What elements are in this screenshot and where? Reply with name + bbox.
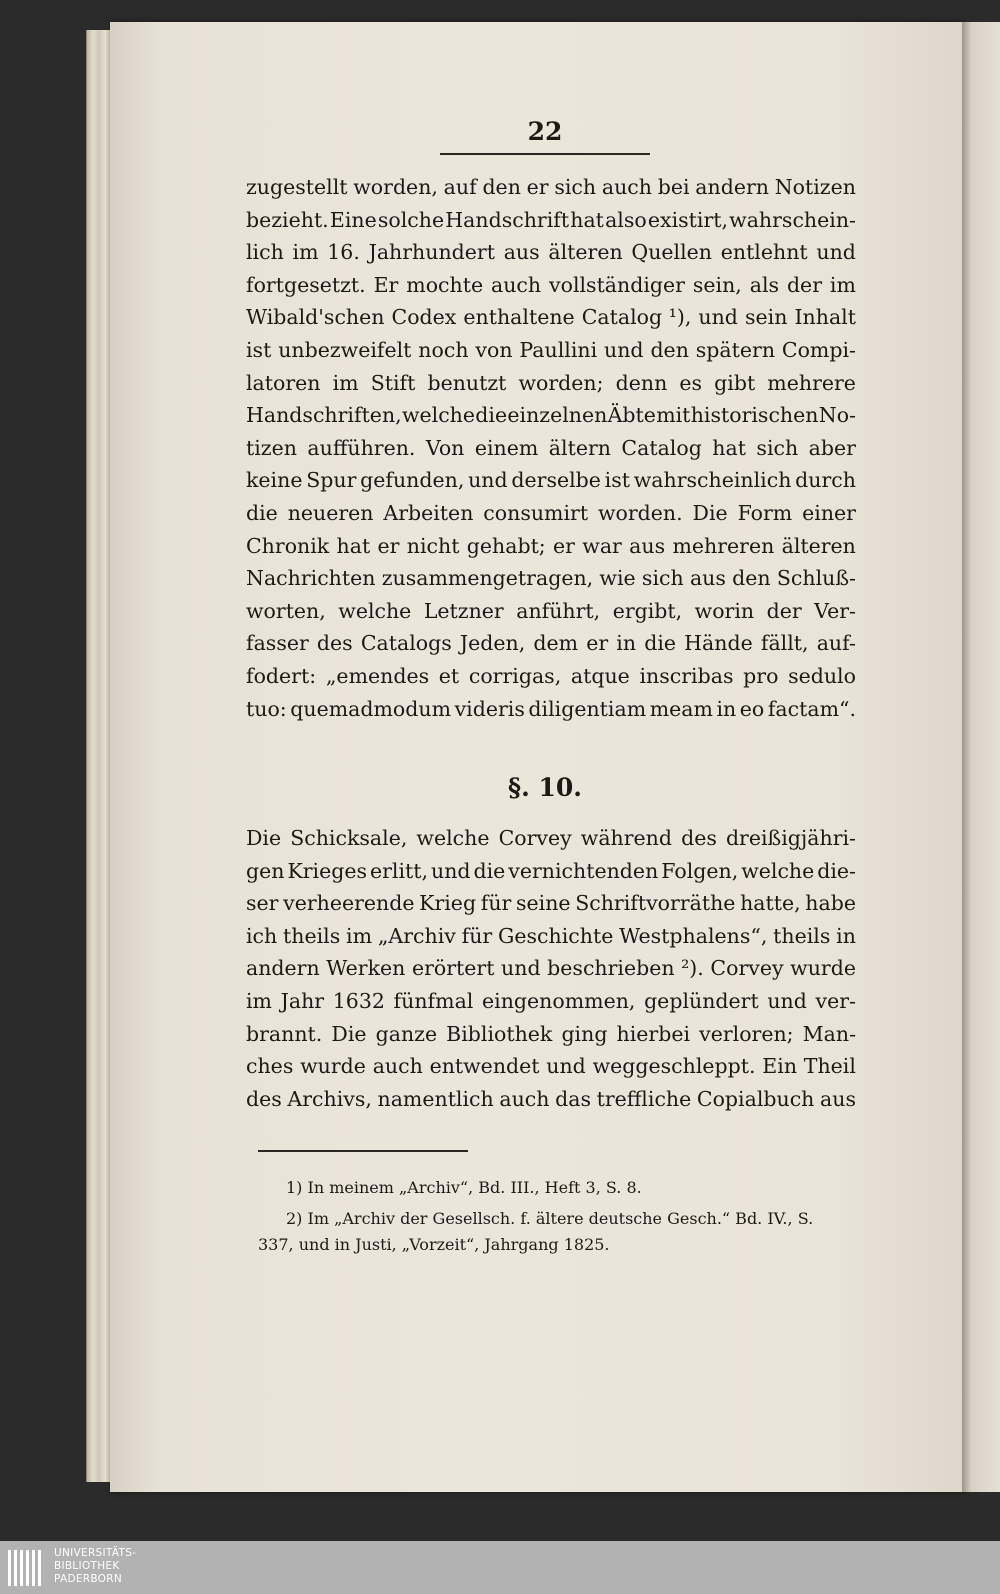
- word: dem: [533, 631, 579, 656]
- word: Catalog ¹),: [581, 305, 692, 330]
- text-line: [246, 1018, 856, 1050]
- word: ches: [246, 1054, 294, 1079]
- word: welche: [416, 826, 490, 850]
- word: im: [246, 989, 272, 1013]
- word: mit: [656, 403, 691, 428]
- word: Handschriften,: [246, 403, 402, 428]
- word: Folgen,: [661, 858, 739, 883]
- word: Krieges: [287, 858, 368, 883]
- text-line: [246, 952, 856, 984]
- word: Letzner: [423, 598, 504, 623]
- word: die: [246, 501, 278, 525]
- word: welche: [338, 598, 412, 623]
- word: existirt,: [647, 207, 728, 232]
- library-logo: [4, 1545, 184, 1591]
- word: Copialbuch: [696, 1086, 815, 1111]
- word: auch: [491, 272, 542, 297]
- word: Krieg: [419, 891, 477, 916]
- word: neueren: [287, 501, 374, 525]
- word: sein,: [692, 272, 742, 297]
- word: entlehnt: [720, 240, 808, 265]
- word: Handschrift: [445, 207, 570, 232]
- text-line: [246, 627, 856, 659]
- word: aufführen.: [307, 435, 416, 460]
- word: Inhalt: [794, 305, 856, 330]
- word: der: [766, 598, 802, 623]
- text-line: [246, 562, 856, 594]
- word: älteren: [548, 240, 623, 265]
- text-line: [246, 887, 856, 919]
- word: worten,: [246, 598, 326, 623]
- word: noch: [418, 338, 469, 362]
- word: fodert:: [246, 664, 317, 688]
- word: unbezweifelt: [278, 338, 412, 362]
- word: Corvey: [710, 956, 784, 981]
- word: die-: [817, 858, 856, 883]
- word: keine: [246, 468, 303, 493]
- text-line: [246, 530, 856, 562]
- word: Westphalens“,: [619, 923, 768, 948]
- word: mehrere: [767, 370, 856, 395]
- word: ging: [561, 1021, 608, 1046]
- word: andern: [246, 956, 320, 981]
- word: Er: [373, 272, 399, 297]
- word: auf-: [816, 631, 856, 656]
- word: Chronik: [246, 533, 330, 558]
- word: benutzt: [427, 370, 507, 395]
- word: hierbei: [616, 1021, 691, 1046]
- word: meam: [649, 696, 713, 721]
- word: worin: [694, 598, 755, 623]
- word: seine: [515, 891, 571, 916]
- word: welche: [401, 403, 476, 428]
- word: Ver-: [814, 598, 856, 623]
- word: und: [816, 240, 856, 265]
- word: Theil: [803, 1054, 856, 1079]
- word: von: [475, 338, 513, 362]
- word: den: [650, 338, 689, 362]
- word: enthaltene: [463, 305, 575, 330]
- word: Compi-: [781, 338, 856, 362]
- word: theils: [283, 923, 341, 948]
- word: Die: [331, 1021, 367, 1046]
- word: und: [767, 989, 807, 1013]
- word: auf: [443, 175, 477, 199]
- word: er: [586, 631, 609, 656]
- text-line: [246, 822, 856, 854]
- word: ergibt,: [612, 598, 683, 623]
- word: und: [698, 305, 738, 330]
- word: vernichtenden: [508, 858, 659, 883]
- text-line: [246, 236, 856, 268]
- word: denn: [615, 370, 668, 395]
- logo-line-3: PADERBORN: [54, 1573, 122, 1585]
- word: Codex: [391, 305, 457, 330]
- word: nicht: [406, 533, 460, 558]
- text-line: [246, 497, 856, 529]
- word: sich: [554, 175, 597, 199]
- header-rule: [440, 153, 650, 155]
- word: tuo:: [246, 696, 287, 721]
- word: ist: [604, 468, 630, 493]
- word: lich: [246, 240, 284, 265]
- word: und: [431, 858, 471, 883]
- word: videris: [454, 696, 525, 721]
- word: entwendet: [429, 1054, 540, 1079]
- word: Jahrhundert: [368, 240, 495, 265]
- word: Nachrichten: [246, 566, 376, 591]
- text-line: [246, 920, 856, 952]
- word: Stift: [370, 370, 416, 395]
- word: Paullini: [519, 338, 598, 362]
- word: für: [461, 923, 493, 948]
- logo-line-1: UNIVERSITÄTS-: [54, 1547, 137, 1559]
- text-line: [246, 269, 856, 301]
- word: wahrscheinlich: [633, 468, 792, 493]
- word: inscribas: [639, 664, 734, 688]
- word: er: [377, 533, 400, 558]
- text-line: [246, 204, 856, 236]
- word: erörtert: [411, 956, 495, 981]
- text-line: [246, 399, 856, 431]
- word: das: [555, 1086, 591, 1111]
- word: einem: [474, 435, 539, 460]
- word: den: [482, 175, 521, 199]
- word: habe: [805, 891, 856, 916]
- word: war: [582, 533, 622, 558]
- word: älteren: [781, 533, 856, 558]
- word: Äbte: [607, 403, 656, 428]
- word: ganze: [375, 1021, 438, 1046]
- word: mehreren: [672, 533, 775, 558]
- text-line: [246, 595, 856, 627]
- word: verheerende: [283, 891, 415, 916]
- word: Quellen: [631, 240, 712, 265]
- word: verloren;: [699, 1021, 794, 1046]
- word: Schluß-: [776, 566, 856, 591]
- word: gen: [246, 858, 285, 883]
- word: die: [644, 631, 677, 656]
- word: in: [716, 696, 737, 721]
- word: sein: [744, 305, 788, 330]
- text-line: [246, 334, 856, 366]
- text-line: [246, 985, 856, 1017]
- library-logo-icon: [8, 1548, 44, 1588]
- word: eo: [739, 696, 765, 721]
- word: Catalog: [621, 435, 702, 460]
- word: Die: [692, 501, 728, 525]
- text-line: [246, 660, 856, 692]
- word: im: [346, 923, 373, 948]
- word: die: [473, 858, 506, 883]
- word: No-: [818, 403, 856, 428]
- word: fünfmal: [393, 989, 474, 1013]
- word: diligentiam: [528, 696, 647, 721]
- word: Die: [246, 826, 282, 850]
- word: Jahr: [280, 989, 325, 1013]
- word: des: [246, 1086, 282, 1111]
- text-line: [246, 693, 856, 725]
- word: sich: [641, 566, 684, 591]
- word: also: [605, 207, 647, 232]
- word: Schriftvorräthe: [575, 891, 736, 916]
- word: mochte: [406, 272, 484, 297]
- word: und: [604, 338, 644, 362]
- word: einer: [802, 501, 856, 525]
- word: wurde: [790, 956, 856, 981]
- word: vollständiger: [549, 272, 685, 297]
- text-line: [246, 1050, 856, 1082]
- word: ich: [246, 923, 278, 948]
- word: fasser: [246, 631, 309, 656]
- word: Spur: [306, 468, 357, 493]
- word: einzelnen: [507, 403, 608, 428]
- word: hat: [336, 533, 371, 558]
- word: auch: [499, 1086, 550, 1111]
- word: wie: [599, 566, 636, 591]
- word: Notizen: [774, 175, 856, 199]
- word: anführt,: [516, 598, 601, 623]
- word: worden,: [353, 175, 438, 199]
- footnote-2-line-2: 337, und in Justi, „Vorzeit“, Jahrgang 1825.: [258, 1235, 610, 1254]
- word: „emendes: [325, 664, 430, 688]
- word: auch: [372, 1054, 423, 1079]
- word: tizen: [246, 435, 297, 460]
- word: aus: [503, 240, 540, 265]
- word: durch: [795, 468, 856, 493]
- word: Catalogs: [360, 631, 452, 656]
- word: Ein: [762, 1054, 798, 1079]
- word: atque: [570, 664, 630, 688]
- footnote-1: 1) In meinem „Archiv“, Bd. III., Heft 3, S. 8.: [286, 1178, 642, 1197]
- word: zusammengetragen,: [381, 566, 594, 591]
- word: erlitt,: [369, 858, 429, 883]
- word: als: [749, 272, 780, 297]
- word: Arbeiten: [383, 501, 474, 525]
- word: aus: [689, 566, 726, 591]
- word: latoren: [246, 370, 321, 395]
- logo-line-2: BIBLIOTHEK: [54, 1560, 120, 1572]
- word: Form: [737, 501, 793, 525]
- word: solche: [377, 207, 445, 232]
- text-line: [246, 855, 856, 887]
- word: er: [553, 533, 575, 558]
- word: gibt: [714, 370, 756, 395]
- word: es: [679, 370, 703, 395]
- word: bezieht.: [246, 207, 329, 232]
- word: factam“.: [767, 696, 856, 721]
- word: weggeschleppt.: [592, 1054, 756, 1079]
- word: Archivs,: [287, 1086, 372, 1111]
- text-line: [246, 171, 856, 203]
- word: welche: [741, 858, 815, 883]
- word: und: [546, 1054, 586, 1079]
- word: der: [786, 272, 822, 297]
- word: andern: [695, 175, 769, 199]
- word: Bibliothek: [446, 1021, 553, 1046]
- word: für: [480, 891, 512, 916]
- word: eingenommen,: [482, 989, 636, 1013]
- word: wurde: [300, 1054, 366, 1079]
- footnote-rule: [258, 1150, 468, 1152]
- word: aus: [629, 533, 666, 558]
- page-number: 22: [527, 117, 563, 146]
- word: Geschichte: [498, 923, 614, 948]
- word: im: [332, 370, 359, 395]
- word: die: [475, 403, 508, 428]
- word: den: [732, 566, 771, 591]
- word: wahrschein-: [729, 207, 856, 232]
- word: ser: [246, 891, 279, 916]
- word: derselbe: [511, 468, 601, 493]
- word: in: [836, 923, 856, 948]
- word: Wibald'schen: [246, 305, 385, 330]
- footnote-2-line-1: 2) Im „Archiv der Gesellsch. f. ältere deutsche Gesch.“ Bd. IV., S.: [286, 1209, 814, 1228]
- word: aber: [808, 435, 856, 460]
- text-line: [246, 432, 856, 464]
- word: hatte,: [740, 891, 801, 916]
- word: Werken: [326, 956, 406, 981]
- word: beschrieben ²).: [547, 956, 704, 981]
- word: 1632: [332, 989, 385, 1013]
- word: im: [829, 272, 856, 297]
- word: in: [616, 631, 637, 656]
- word: und: [501, 956, 541, 981]
- word: pro: [743, 664, 779, 688]
- word: ver-: [815, 989, 856, 1013]
- word: ältern: [548, 435, 611, 460]
- word: spätern: [695, 338, 776, 362]
- section-heading: §. 10.: [508, 773, 582, 802]
- word: sedulo: [788, 664, 856, 688]
- text-line: [246, 464, 856, 496]
- adjacent-page-edge: [962, 22, 1000, 1492]
- word: et: [438, 664, 460, 688]
- library-logo-text: [54, 1547, 136, 1586]
- word: consumirt: [483, 501, 589, 525]
- word: fortgesetzt.: [246, 272, 366, 297]
- word: gefunden,: [360, 468, 465, 493]
- word: Hände: [684, 631, 753, 656]
- word: zugestellt: [246, 175, 348, 199]
- word: namentlich: [377, 1086, 494, 1111]
- word: 16.: [327, 240, 360, 265]
- word: historischen: [690, 403, 819, 428]
- word: auch: [601, 175, 652, 199]
- word: fällt,: [760, 631, 809, 656]
- word: worden;: [518, 370, 604, 395]
- word: Eine: [329, 207, 377, 232]
- text-line: [246, 301, 856, 333]
- word: hat: [712, 435, 746, 460]
- word: Man-: [802, 1021, 856, 1046]
- word: „Archiv: [377, 923, 456, 948]
- word: corrigas,: [468, 664, 562, 688]
- word: Corvey: [498, 826, 572, 850]
- word: quemadmodum: [290, 696, 452, 721]
- text-line: [246, 367, 856, 399]
- word: gehabt;: [466, 533, 546, 558]
- word: bei: [657, 175, 690, 199]
- word: während: [580, 826, 672, 850]
- word: hat: [570, 207, 604, 232]
- word: aus: [820, 1086, 856, 1111]
- word: Jeden,: [459, 631, 526, 656]
- word: des: [681, 826, 717, 850]
- word: Schicksale,: [290, 826, 408, 850]
- word: und: [468, 468, 508, 493]
- word: ist: [246, 338, 272, 362]
- word: er: [526, 175, 549, 199]
- word: im: [292, 240, 319, 265]
- word: worden.: [597, 501, 683, 525]
- word: theils: [773, 923, 831, 948]
- word: brannt.: [246, 1021, 323, 1046]
- word: des: [316, 631, 353, 656]
- word: sich: [756, 435, 799, 460]
- word: Von: [425, 435, 465, 460]
- word: dreißigjähri-: [725, 826, 856, 850]
- text-line: [246, 1083, 856, 1115]
- word: geplündert: [644, 989, 759, 1013]
- word: treffliche: [596, 1086, 692, 1111]
